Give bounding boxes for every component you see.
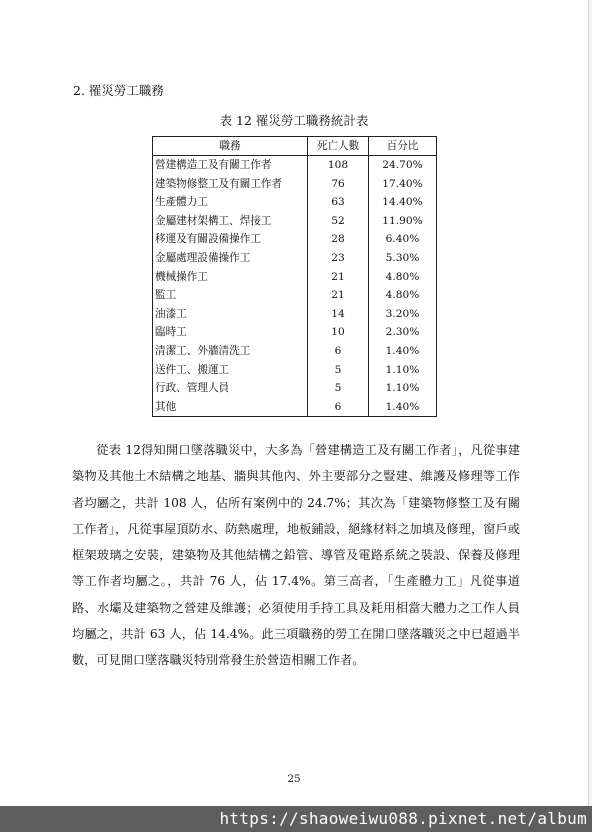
cell-occupation: 送件工、搬運工 (153, 361, 308, 380)
cell-deaths: 76 (308, 175, 369, 194)
table-caption: 表 12 罹災勞工職務統計表 (219, 113, 369, 128)
cell-occupation: 機械操作工 (153, 268, 308, 287)
header-deaths: 死亡人數 (308, 137, 369, 156)
cell-percent: 24.70% (369, 156, 437, 175)
cell-percent: 3.20% (369, 305, 437, 324)
page-number: 25 (287, 773, 301, 785)
table-row (153, 230, 437, 249)
occupation-stats-table (152, 136, 437, 417)
table-row (153, 268, 437, 287)
cell-occupation: 油漆工 (153, 305, 308, 324)
table-row (153, 249, 437, 268)
analysis-paragraph: 從表 12得知開口墜落職災中，大多為「營建構造工及有關工作者」，凡從事建築物及其他土木結構之地基、牆與其他內、外主要部分之豎建、維護及修理等工作者均屬之，共計 108 人，佔所有案例中的 24.7%；其次為「建築物修整工及有關工作者」，凡從事屋頂防水、防熱處理，地板鋪設，絕緣材料之加填及修理，窗戶或框架玻璃之安裝，建築物及其他結構之鉛管、導管及電路系統之裝設、保養及修理等工作者均屬之。，共計 76 人，佔 17.4%。第三高者，「生產體力工」凡從事道路、水壩及建築物之營建及維護；必須使用手持工具及耗用相當大體力之工作人員均屬之，共計 63 人，佔 14.4%。此三項職務的勞工在開口墜落職災之中已超過半數，可見開口墜落職災特別常發生於營造相關工作者。 (72, 443, 520, 668)
table-row (153, 342, 437, 361)
cell-percent: 1.10% (369, 379, 437, 398)
cell-percent: 1.40% (369, 342, 437, 361)
cell-percent: 4.80% (369, 268, 437, 287)
cell-percent: 11.90% (369, 212, 437, 231)
cell-occupation: 清潔工、外牆清洗工 (153, 342, 308, 361)
watermark-url: https://shaoweiwu088.pixnet.net/album (0, 806, 592, 832)
table-row (153, 379, 437, 398)
table-row (153, 193, 437, 212)
cell-deaths: 21 (308, 268, 369, 287)
table-row (153, 175, 437, 194)
cell-deaths: 63 (308, 193, 369, 212)
table-header-row (153, 137, 437, 156)
cell-deaths: 5 (308, 361, 369, 380)
table-row (153, 361, 437, 380)
table-header (153, 137, 437, 156)
cell-occupation: 行政、管理人員 (153, 379, 308, 398)
cell-occupation: 金屬處理設備操作工 (153, 249, 308, 268)
cell-deaths: 23 (308, 249, 369, 268)
cell-percent: 6.40% (369, 230, 437, 249)
cell-percent: 17.40% (369, 175, 437, 194)
cell-occupation: 金屬建材架構工、焊接工 (153, 212, 308, 231)
table-row (153, 323, 437, 342)
cell-deaths: 28 (308, 230, 369, 249)
cell-occupation: 生產體力工 (153, 193, 308, 212)
cell-percent: 5.30% (369, 249, 437, 268)
table-row (153, 212, 437, 231)
cell-deaths: 52 (308, 212, 369, 231)
table-row (153, 398, 437, 417)
cell-deaths: 6 (308, 342, 369, 361)
cell-percent: 14.40% (369, 193, 437, 212)
cell-occupation: 建築物修整工及有關工作者 (153, 175, 308, 194)
cell-percent: 2.30% (369, 323, 437, 342)
table-body (153, 156, 437, 417)
cell-percent: 1.10% (369, 361, 437, 380)
cell-occupation: 營建構造工及有關工作者 (153, 156, 308, 175)
cell-deaths: 6 (308, 398, 369, 417)
cell-occupation: 其他 (153, 398, 308, 417)
cell-deaths: 14 (308, 305, 369, 324)
cell-deaths: 21 (308, 286, 369, 305)
cell-percent: 1.40% (369, 398, 437, 417)
table-row (153, 156, 437, 175)
table-row (153, 286, 437, 305)
section-heading: 2. 罹災勞工職務 (73, 83, 164, 98)
cell-deaths: 5 (308, 379, 369, 398)
cell-deaths: 108 (308, 156, 369, 175)
cell-occupation: 監工 (153, 286, 308, 305)
cell-deaths: 10 (308, 323, 369, 342)
cell-percent: 4.80% (369, 286, 437, 305)
header-percent: 百分比 (369, 137, 437, 156)
cell-occupation: 臨時工 (153, 323, 308, 342)
header-occupation: 職務 (153, 137, 308, 156)
cell-occupation: 移運及有關設備操作工 (153, 230, 308, 249)
table-row (153, 305, 437, 324)
